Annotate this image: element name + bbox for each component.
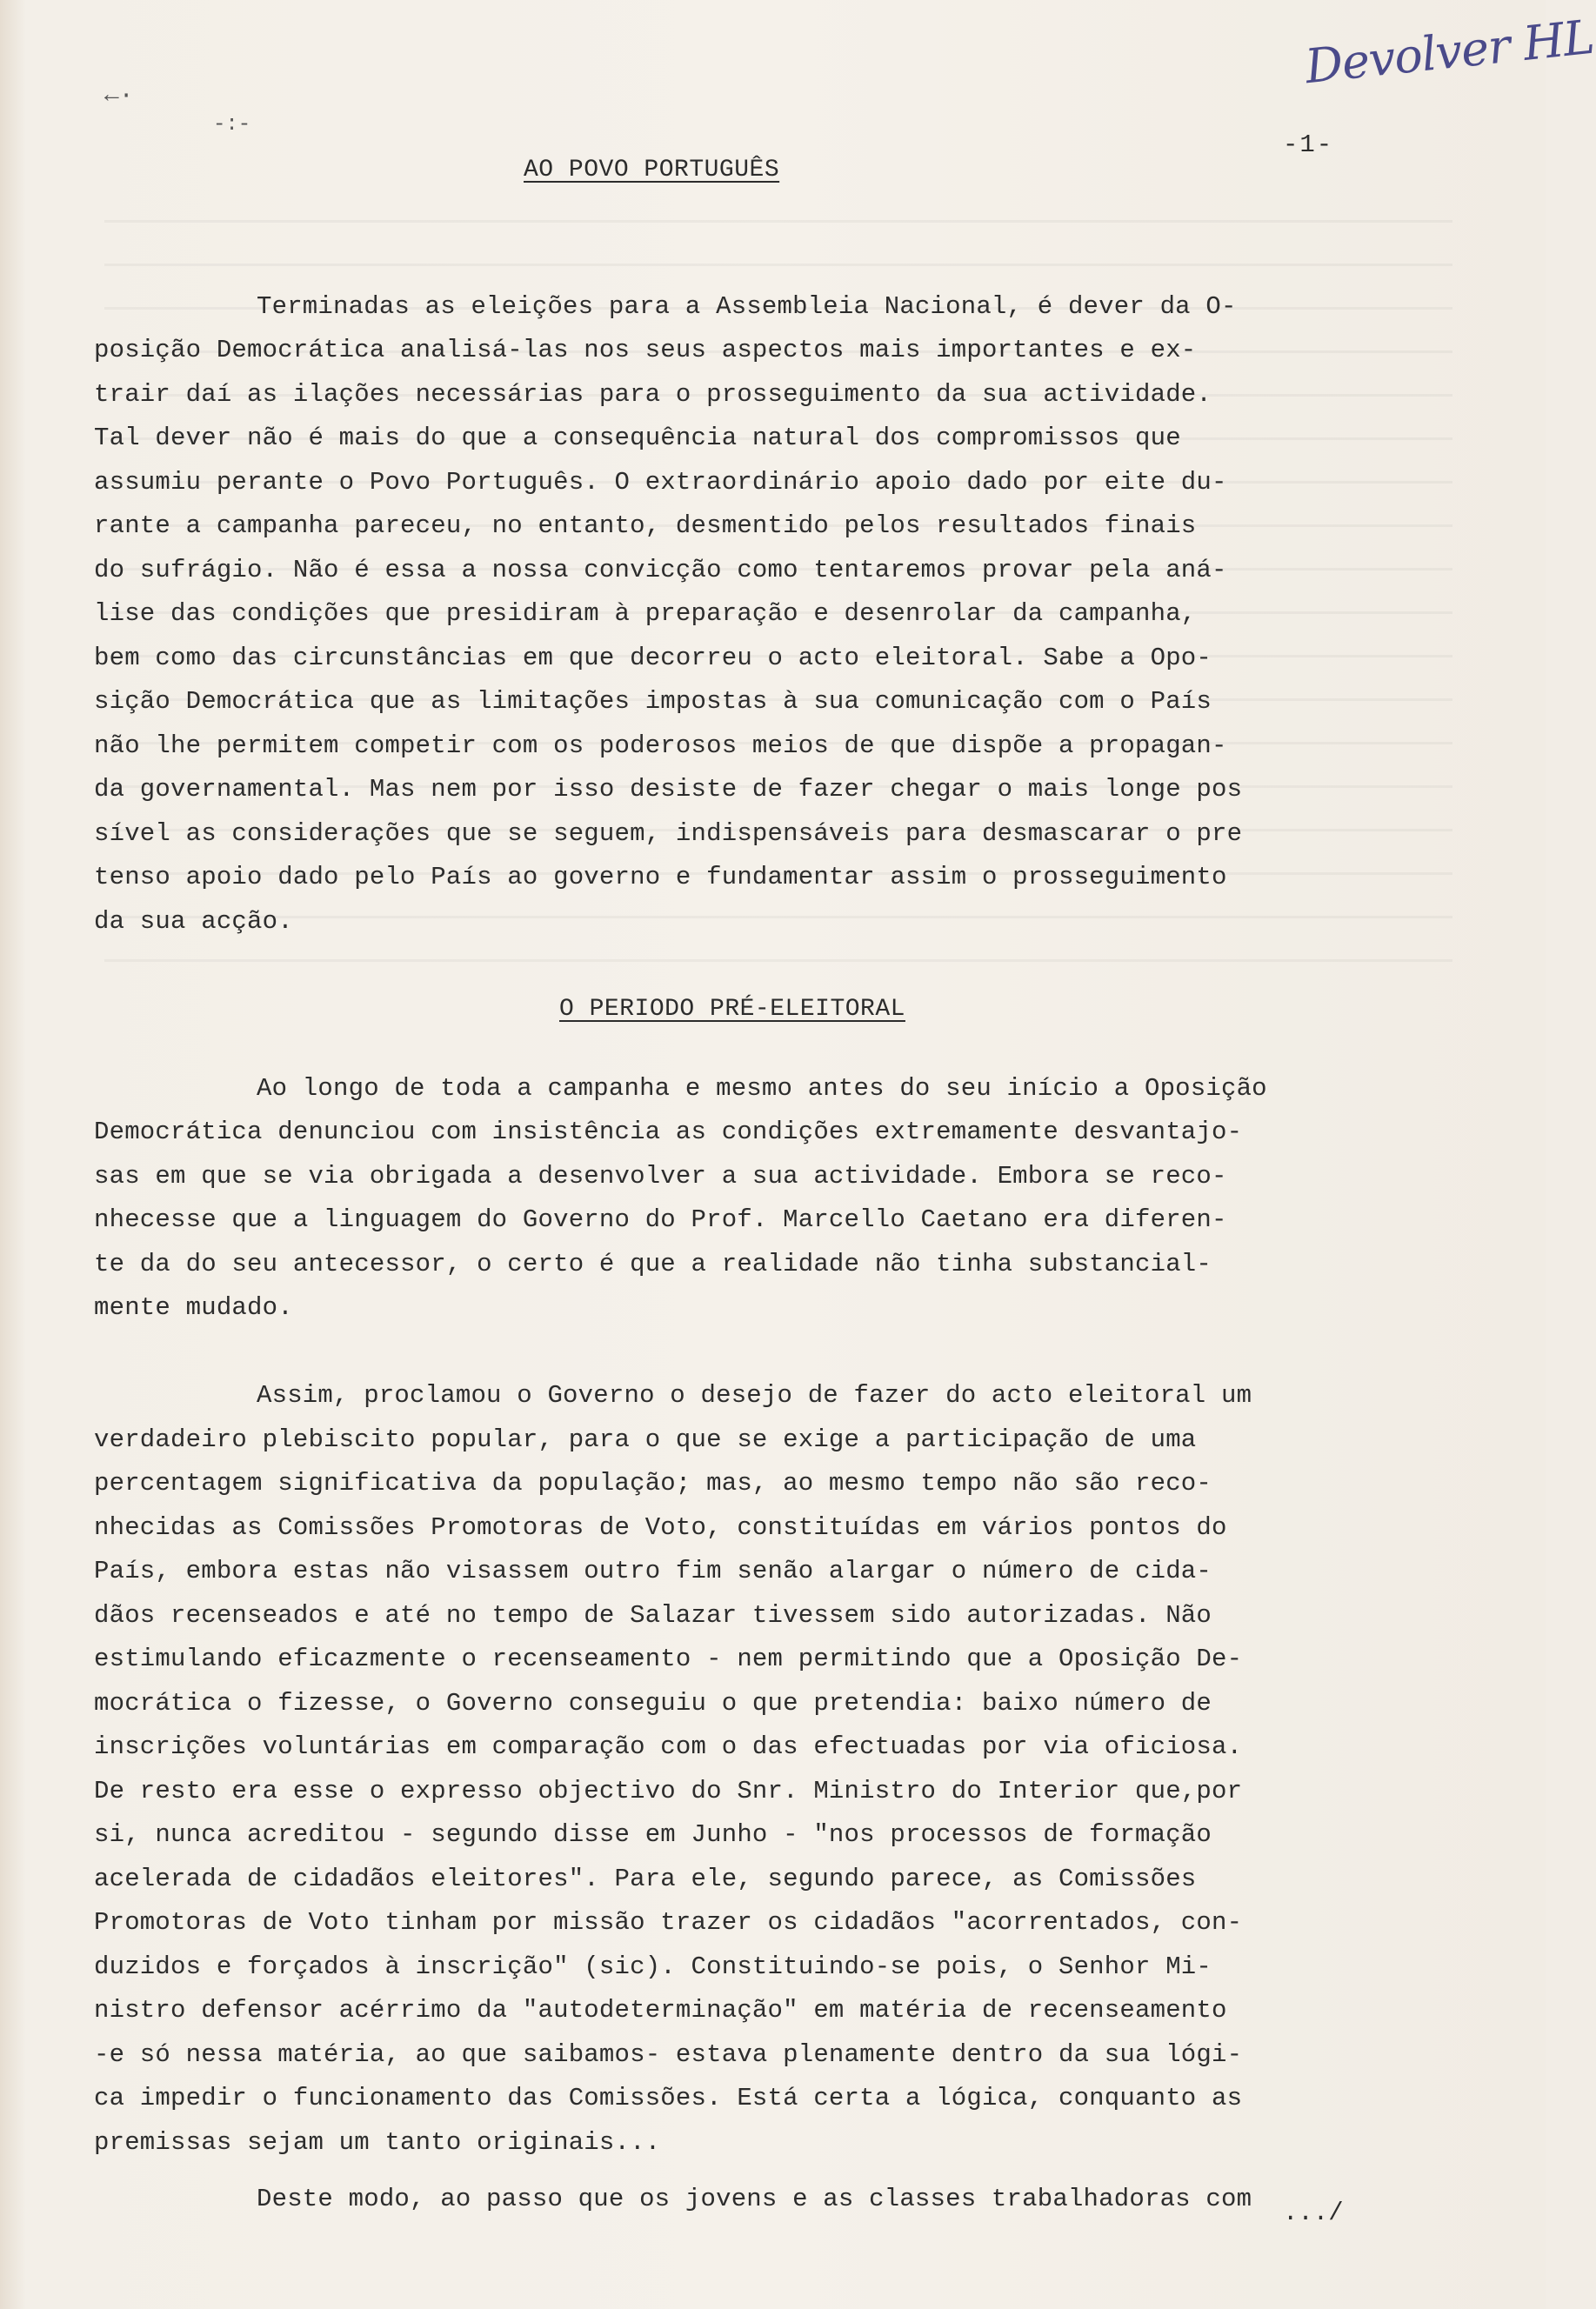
text-line: nhecesse que a linguagem do Governo do Prof. Marcello Caetano era diferen- xyxy=(94,1205,1227,1234)
margin-dash-mark: -:- xyxy=(213,113,251,137)
text-line: inscrições voluntárias em comparação com o das efectuadas por via oficiosa. xyxy=(94,1732,1243,1761)
text-line: te da do seu antecessor, o certo é que a realidade não tinha substancial- xyxy=(94,1250,1212,1278)
text-line: Terminadas as eleições para a Assembleia Nacional, é dever da O- xyxy=(257,292,1237,321)
text-line: assumiu perante o Povo Português. O extraordinário apoio dado por eite du- xyxy=(94,468,1227,497)
text-line: posição Democrática analisá-las nos seus aspectos mais importantes e ex- xyxy=(94,336,1197,364)
text-line: ca impedir o funcionamento das Comissões. Está certa a lógica, conquanto as xyxy=(94,2084,1243,2112)
section-title: O PERIODO PRÉ-ELEITORAL xyxy=(559,996,905,1023)
text-line: Tal dever não é mais do que a consequência natural dos compromissos que xyxy=(94,424,1181,452)
text-line: estimulando eficazmente o recenseamento - nem permitindo que a Oposição De- xyxy=(94,1645,1243,1673)
text-line: sas em que se via obrigada a desenvolver a sua actividade. Embora se reco- xyxy=(94,1162,1227,1191)
text-line: mente mudado. xyxy=(94,1293,293,1322)
text-line: da governamental. Mas nem por isso desiste de fazer chegar o mais longe pos xyxy=(94,775,1243,804)
text-line: Deste modo, ao passo que os jovens e as classes trabalhadoras com xyxy=(257,2185,1252,2213)
text-line: Democrática denunciou com insistência as condições extremamente desvantajo- xyxy=(94,1118,1243,1146)
text-line: lise das condições que presidiram à preparação e desenrolar da campanha, xyxy=(94,599,1197,628)
page-number: -1- xyxy=(1283,130,1334,159)
text-line: dãos recenseados e até no tempo de Salazar tivessem sido autorizadas. Não xyxy=(94,1601,1212,1630)
text-line: verdadeiro plebiscito popular, para o que se exige a participação de uma xyxy=(94,1425,1197,1454)
text-line: sível as considerações que se seguem, indispensáveis para desmascarar o pre xyxy=(94,819,1243,848)
text-line: nistro defensor acérrimo da "autodeterminação" em matéria de recenseamento xyxy=(94,1996,1227,2025)
text-line: trair daí as ilações necessárias para o prosseguimento da sua actividade. xyxy=(94,380,1212,409)
continuation-mark: .../ xyxy=(1283,2199,1344,2227)
text-line: bem como das circunstâncias em que decorreu o acto eleitoral. Sabe a Opo- xyxy=(94,644,1212,672)
text-line: Assim, proclamou o Governo o desejo de fazer do acto eleitoral um xyxy=(257,1381,1252,1410)
text-line: não lhe permitem competir com os poderosos meios de que dispõe a propagan- xyxy=(94,731,1227,760)
text-line: País, embora estas não visassem outro fim senão alargar o número de cida- xyxy=(94,1557,1212,1585)
text-line: Ao longo de toda a campanha e mesmo antes do seu início a Oposição xyxy=(257,1074,1267,1103)
text-line: -e só nessa matéria, ao que saibamos- estava plenamente dentro da sua lógi- xyxy=(94,2040,1243,2069)
handwritten-note: Devolver HL xyxy=(1302,9,1596,95)
text-line: si, nunca acreditou - segundo disse em Junho - "nos processos de formação xyxy=(94,1820,1212,1849)
text-line: duzidos e forçados à inscrição" (sic). Constituindo-se pois, o Senhor Mi- xyxy=(94,1952,1212,1981)
text-line: De resto era esse o expresso objectivo do Snr. Ministro do Interior que,por xyxy=(94,1777,1243,1805)
text-line: rante a campanha pareceu, no entanto, desmentido pelos resultados finais xyxy=(94,511,1197,540)
text-line: Promotoras de Voto tinham por missão trazer os cidadãos "acorrentados, con- xyxy=(94,1908,1243,1937)
text-line: acelerada de cidadãos eleitores". Para ele, segundo parece, as Comissões xyxy=(94,1865,1197,1893)
text-line: tenso apoio dado pelo País ao governo e fundamentar assim o prosseguimento xyxy=(94,863,1227,891)
document-title: AO POVO PORTUGUÊS xyxy=(524,157,780,184)
margin-arrow-mark: ←· xyxy=(104,83,134,110)
text-line: do sufrágio. Não é essa a nossa convicção como tentaremos provar pela aná- xyxy=(94,556,1227,584)
text-line: percentagem significativa da população; mas, ao mesmo tempo não são reco- xyxy=(94,1469,1212,1498)
text-line: nhecidas as Comissões Promotoras de Voto, constituídas em vários pontos do xyxy=(94,1513,1227,1542)
text-line: premissas sejam um tanto originais... xyxy=(94,2128,661,2157)
text-line: sição Democrática que as limitações impostas à sua comunicação com o País xyxy=(94,687,1212,716)
text-line: mocrática o fizesse, o Governo conseguiu o que pretendia: baixo número de xyxy=(94,1689,1212,1718)
text-line: da sua acção. xyxy=(94,907,293,936)
